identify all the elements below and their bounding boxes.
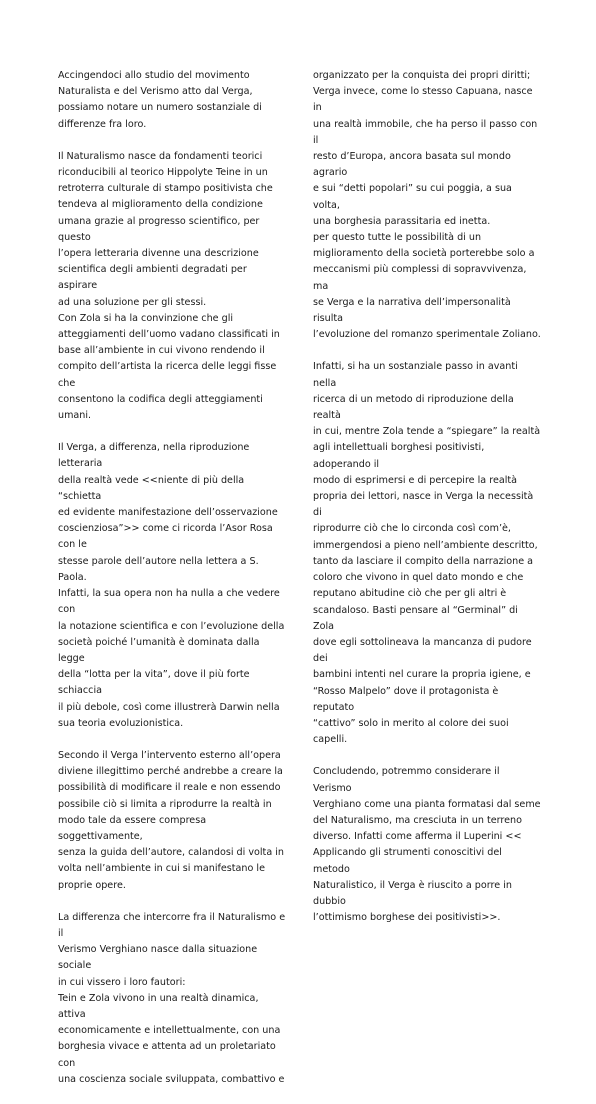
verga-paragraph: Il Verga, a differenza, nella riproduzione letteraria della realtà vede <<niente di più della “schietta ed evidente manifestazione dell’osservazione coscienziosa”>> come ci ricorda l’Asor Rosa con le stesse parole dell’autore nella lettera a S. Paola. Infatti, la sua opera non ha nulla a che vedere con la notazione scientifica e con l’evoluzione della società poiché l’umanità è dominata dalla legge della “lotta per la vita”, dove il più forte schiaccia il più debole, così come illustrerà Darwin nella sua teoria evoluzionistica. — [58, 442, 285, 729]
left-column — [58, 68, 286, 1104]
conclusion-paragraph: Concludendo, potremmo considerare il Verismo Verghiano come una pianta formatasi dal seme del Naturalismo, ma cresciuta in un terreno diverso. Infatti come afferma il Luperini << Applicando gli strumenti conoscitivi del metodo Naturalistico, il Verga è riuscito a porre in dubbio l’ottimismo borghese dei positivisti>>. — [313, 766, 541, 924]
naturalismo-paragraph: Il Naturalismo nasce da fondamenti teorici riconducibili al teorico Hippolyte Teine in un retroterra culturale di stampo positivista che tendeva al miglioramento della condizione umana grazie al progresso scientifico, per questo l’opera letteraria divenne una descrizione scientifica degli ambienti degradati per aspirare ad una soluzione per gli stessi. Con Zola si ha la convinzione che gli atteggiamenti dell’uomo vadano classificati in base all’ambiente in cui vivono rendendo il compito dell’artista la ricerca delle leggi fisse che consentono la codifica degli atteggiamenti umani. — [58, 150, 280, 422]
differenza-paragraph: La differenza che intercorre fra il Naturalismo e il Verismo Verghiano nasce dalla situazione sociale in cui vissero i loro fautori: Tein e Zola vivono in una realtà dinamica, attiva economicamente e intellettualmente, con una borghesia vivace e attenta ad un proletariato con una coscienza sociale sviluppata, combattivo e — [58, 911, 286, 1085]
sostanziale-paragraph: Infatti, si ha un sostanziale passo in avanti nella ricerca di un metodo di riproduzione della realtà in cui, mentre Zola tende a “spiegare” la realtà agli intellettuali borghesi positivisti, adoperando il modo di esprimersi e di percepire la realtà propria dei lettori, nasce in Verga la necessità di riprodurre ciò che lo circonda così com’è, immergendosi a pieno nell’ambiente descritto, tanto da lasciare il compito della narrazione a coloro che vivono in quel dato mondo e che reputano abitudine ciò che per gli altri è scandaloso. Basti pensare al “Germinal” di Zola dove egli sottolineava la mancanza di pudore dei bambini intenti nel curare la propria igiene, e “Rosso Malpelo” dove il protagonista è reputato “cattivo” solo in merito al colore dei suoi capelli. — [313, 361, 541, 746]
intervento-paragraph: Secondo il Verga l’intervento esterno all’opera diviene illegittimo perché andrebbe a creare la possibilità di modificare il reale e non essendo possibile ciò si limita a riprodurre la realtà in modo tale da essere compresa soggettivamente, senza la guida dell’autore, calandosi di volta in volta nell’ambiente in cui si manifestano le proprie opere. — [58, 749, 284, 891]
continuation-paragraph: organizzato per la conquista dei propri diritti; Verga invece, come lo stesso Capuana, nasce in una realtà immobile, che ha perso il passo con il resto d’Europa, ancora basata sul mondo agrario e sui “detti popolari” su cui poggia, a sua volta, una borghesia parassitaria ed inetta. per questo tutte le possibilità di un miglioramento della società porterebbe solo a meccanismi più complessi di sopravvivenza, ma se Verga e la narrativa dell’impersonalità risulta l’evoluzione del romanzo sperimentale Zoliano. — [313, 70, 541, 341]
right-column — [313, 68, 541, 942]
intro-paragraph: Accingendoci allo studio del movimento Naturalista e del Verismo atto dal Verga, possiamo notare un numero sostanziale di differenze fra loro. — [58, 70, 262, 130]
